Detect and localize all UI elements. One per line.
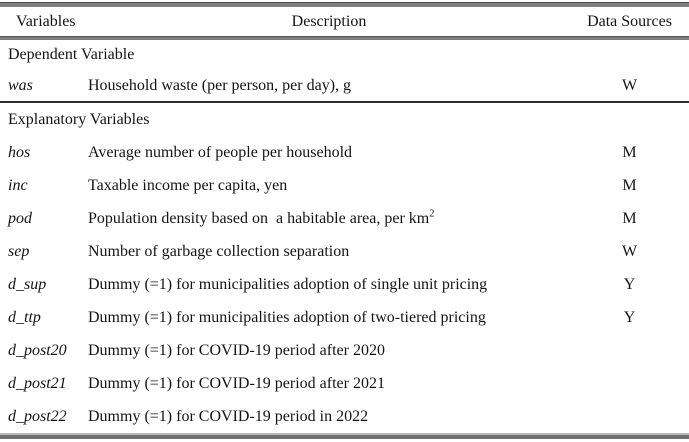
variable-cell: hos — [8, 143, 31, 161]
table-row — [0, 169, 689, 202]
table-row — [0, 235, 689, 268]
section-title: Explanatory Variables — [8, 110, 150, 128]
description-cell: Dummy (=1) for municipalities adoption of two-tiered pricing — [88, 308, 486, 326]
source-cell: M — [622, 209, 637, 227]
variable-cell: d_post21 — [8, 374, 67, 392]
superscript: 2 — [429, 208, 435, 220]
variable-cell: was — [8, 76, 33, 94]
col-header-data-sources: Data Sources — [587, 12, 672, 30]
description-cell: Taxable income per capita, yen — [88, 176, 288, 194]
table-row — [0, 400, 689, 433]
variable-cell: inc — [8, 176, 28, 194]
description-cell: Number of garbage collection separation — [88, 242, 350, 260]
table-header-row — [0, 7, 689, 36]
variable-cell: d_post22 — [8, 407, 67, 425]
source-cell: Y — [623, 275, 636, 293]
table-row — [0, 70, 689, 101]
variable-cell: pod — [8, 209, 32, 227]
variable-cell: d_ttp — [8, 308, 41, 326]
description-cell: Dummy (=1) for municipalities adoption of single unit pricing — [88, 275, 488, 293]
table-row — [0, 334, 689, 367]
description-cell: Average number of people per household — [88, 143, 353, 161]
col-header-description: Description — [291, 12, 367, 30]
description-cell: Household waste (per person, per day), g — [88, 76, 352, 94]
description-cell: Dummy (=1) for COVID-19 period after 2021 — [88, 374, 385, 392]
variable-cell: d_sup — [8, 275, 47, 293]
table-row — [0, 202, 689, 235]
source-cell: M — [622, 176, 637, 194]
source-cell: W — [621, 242, 638, 260]
col-header-variables: Variables — [16, 12, 76, 30]
table-row — [0, 301, 689, 334]
source-cell: W — [621, 76, 638, 94]
table-row — [0, 136, 689, 169]
variable-cell: sep — [8, 242, 30, 260]
table-row — [0, 268, 689, 301]
section-title: Dependent Variable — [8, 46, 135, 63]
variable-cell: d_post20 — [8, 341, 67, 359]
description-cell: Population density based on a habitable area, per $km^2$ — [88, 208, 435, 227]
table-bottom-rule — [0, 433, 689, 439]
source-cell: M — [622, 143, 637, 161]
table-body — [0, 40, 689, 433]
description-cell: Dummy (=1) for COVID-19 period after 2020 — [88, 341, 385, 359]
table-row — [0, 367, 689, 400]
source-cell: Y — [623, 308, 636, 326]
description-cell: Dummy (=1) for COVID-19 period in 2022 — [88, 407, 369, 425]
